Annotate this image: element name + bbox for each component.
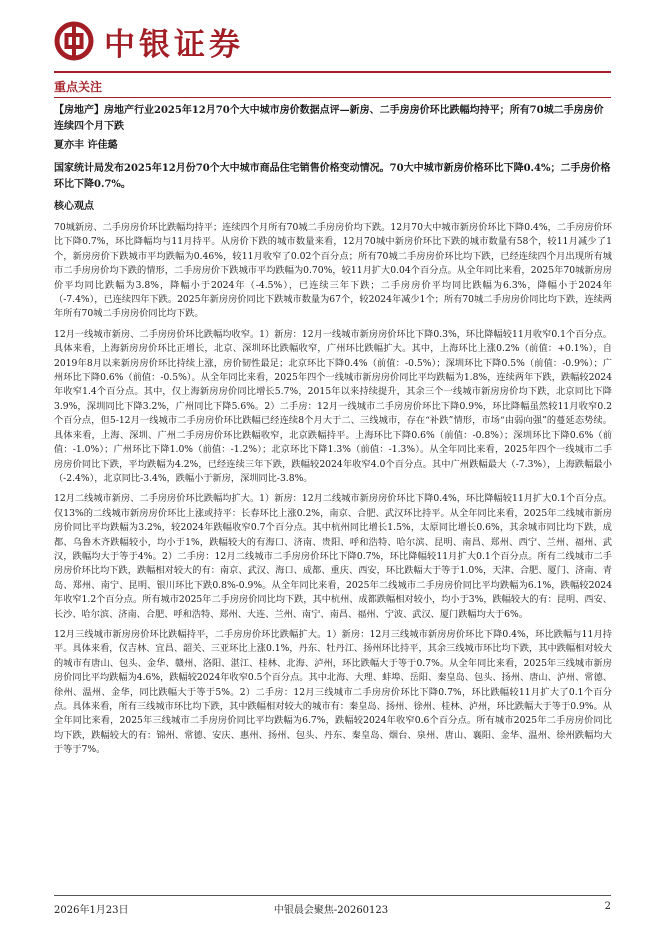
paragraph-tier2-cities: 12月二线城市新房、二手房房价环比跌幅均扩大。1）新房：12月二线城市新房房价环比下降0.4%，环比降幅较11月扩大0.1个百分点。仅13%的二线城市新房房价环比上涨或持平：长春环比上涨0.2%，南京、合肥、武汉环比持平。从全年同比来看，2025年二线城市新房房价同比平均跌幅为3.2%，较2024年跌幅收窄0.7个百分点。其中杭州同比增长1.5%，太原同比增长0.6%，其余城市同比均下跌，成都、乌鲁木齐跌幅较小，均小于1%，跌幅较大的有海口、济南、贵阳、呼和浩特、哈尔滨、昆明、南昌、郑州、西宁、兰州、福州、武汉，跌幅均大于等于4%。2）二手房：12月二线城市二手房房价环比下降0.7%，环比降幅较11月扩大0.1个百分点。所有二线城市二手房房价环比均下跌，跌幅相对较大的有：南京、武汉、海口、成都、重庆、西安，环比跌幅大于等于1.0%，天津、合肥、厦门、济南、青岛、郑州、南宁、昆明、银川环比下跌0.8%-0.9%。从全年同比来看，2025年二线城市二手房房价同比平均跌幅为6.1%，跌幅较2024年收窄1.2个百分点。所有城市2025年二手房房价同比均下跌，其中杭州、成都跌幅相对较小，均小于3%，跌幅较大的有：昆明、西安、长沙、哈尔滨、济南、合肥、呼和浩特、郑州、大连、兰州、南宁、南昌、福州、宁波、武汉、厦门跌幅均大于6%。: [54, 493, 612, 620]
footer-date: 2026年1月23日: [54, 905, 129, 916]
paragraph-tier3-cities: 12月三线城市新房房价环比跌幅持平，二手房房价环比跌幅扩大。1）新房：12月三线城市新房房价环比下降0.4%，环比跌幅与11月持平。具体来看，仅吉林、宜昌、韶关、三亚环比上涨0.1%，丹东、牡丹江、扬州环比持平，其余三线城市环比均下跌，其中跌幅相对较大的城市有唐山、包头、金华、赣州、洛阳、湛江、桂林、北海、泸州，环比跌幅大于等于0.7%。从全年同比来看，2025年三线城市新房房价同比平均跌幅为4.6%，跌幅较2024年收窄0.5个百分点。其中北海、大理、蚌埠、岳阳、秦皇岛、包头、扬州、唐山、泸州、常德、徐州、温州、金华，同比跌幅大于等于5%。2）二手房：12月三线城市二手房房价环比下降0.7%，环比跌幅较11月扩大了0.1个百分点。具体来看，所有三线城市环比均下跌，其中跌幅相对较大的城市有：秦皇岛、扬州、徐州、桂林、泸州，环比跌幅大于等于0.9%。从全年同比来看，2025年三线城市二手房房价同比平均跌幅为6.7%，跌幅较2024年收窄0.6个百分点。所有城市2025年二手房房价同比均下跌，跌幅较大的有：锦州、常德、安庆、惠州、扬州、包头、丹东、秦皇岛、烟台、泉州、唐山、襄阳、金华、温州、徐州跌幅均大于等于7%。: [54, 628, 612, 756]
header: [54, 16, 244, 66]
article: [54, 103, 612, 758]
bank-of-china-logo-icon: [54, 21, 94, 61]
footer-divider: [54, 895, 611, 896]
footer-doc-title: 中银晨会聚焦-20260123: [273, 905, 389, 916]
paragraph-70-cities: 70城新房、二手房房价环比跌幅均持平；连续四个月所有70城二手房房价均下跌。12月70大中城市新房价环比下降0.4%，二手房房价环比下降0.7%，环比降幅均与11月持平。从房价下跌的城市数量来看，12月70城中新房价环比下跌的城市数量有58个，较11月减少了1个，新房房价下跌城市平均跌幅为0.46%，较11月收窄了0.02个百分点；所有70城二手房房价环比均下跌，已经连续四个月出现所有城市二手房房价均下跌的情形，二手房房价下跌城市平均跌幅为0.70%，较11月扩大0.04个百分点。从全年同比来看，2025年70城新房房价平均同比跌幅为3.8%，降幅小于2024年（-4.5%），已连续三年下跌；二手房房价平均同比跌幅为6.3%，降幅小于2024年（-7.4%），已连续四年下跌。2025年新房房价同比下跌城市数量为67个，较2024年减少1个；所有70城二手房房价同比均下跌，连续两年所有70城二手房房价同比均下跌。: [54, 222, 612, 320]
core-views-label: 核心观点: [54, 201, 94, 212]
article-lead: 国家统计局发布2025年12月份70个大中城市商品住宅销售价格变动情况。70大中城市新房价格环比下降0.4%；二手房价格环比下降0.7%。: [54, 163, 611, 190]
paragraph-tier1-cities: 12月一线城市新房、二手房房价环比跌幅均收窄。1）新房：12月一线城市新房房价环比下降0.3%，环比降幅较11月收窄0.1个百分点。具体来看，上海新房房价环比正增长，北京、深圳环比跌幅收窄，广州环比跌幅扩大。其中，上海环比上涨0.2%（前值：+0.1%），自2019年8月以来新房房价环比持续上涨，房价韧性最足；北京环比下降0.4%（前值：-0.5%）；深圳环比下降0.5%（前值：-0.9%）；广州环比下降0.6%（前值：-0.5%）。从全年同比来看，2025年四个一线城市新房房价同比平均跌幅为1.8%，连续两年下跌，跌幅较2024年收窄1.4个百分点。其中，仅上海新房房价同比增长5.7%，2015年以来持续提升，其余三个一线城市新房房价均下跌，北京同比下降3.9%，深圳同比下降3.2%，广州同比下降5.6%。2）二手房：12月一线城市二手房房价环比下降0.9%，环比降幅虽然较11月收窄0.2个百分点，但5-12月一线城市二手房房价环比跌幅已经连续8个月大于二、三线城市，存在“补跌”情形，市场“由弱向强”的蔓延态势续。具体来看，上海、深圳、广州二手房房价环比跌幅收窄，北京跌幅持平。上海环比下降0.6%（前值：-0.8%）；深圳环比下降0.6%（前值：-1.0%）；广州环比下降1.0%（前值：-1.2%）；北京环比下降1.3%（前值：-1.3%）。从全年同比来看，2025年四个一线城市二手房房价同比下跌，平均跌幅为4.2%，已经连续三年下跌，跌幅较2024年收窄4.0个百分点。其中广州跌幅最大（-7.3%），上海跌幅最小（-2.4%），北京同比-3.4%，跌幅小于新房，深圳同比-3.8%。: [54, 328, 612, 484]
header-divider: [54, 71, 611, 73]
article-authors: 夏亦丰 许佳璐: [54, 140, 118, 151]
page-number: 2: [604, 901, 611, 912]
section-divider: [54, 97, 611, 98]
brand-name: 中银证券: [104, 26, 244, 63]
article-headline: 【房地产】房地产行业2025年12月70个大中城市房价数据点评—新房、二手房房价环比跌幅均持平；所有70城二手房房价连续四个月下跌: [54, 105, 604, 132]
section-title: 重点关注: [54, 80, 103, 94]
